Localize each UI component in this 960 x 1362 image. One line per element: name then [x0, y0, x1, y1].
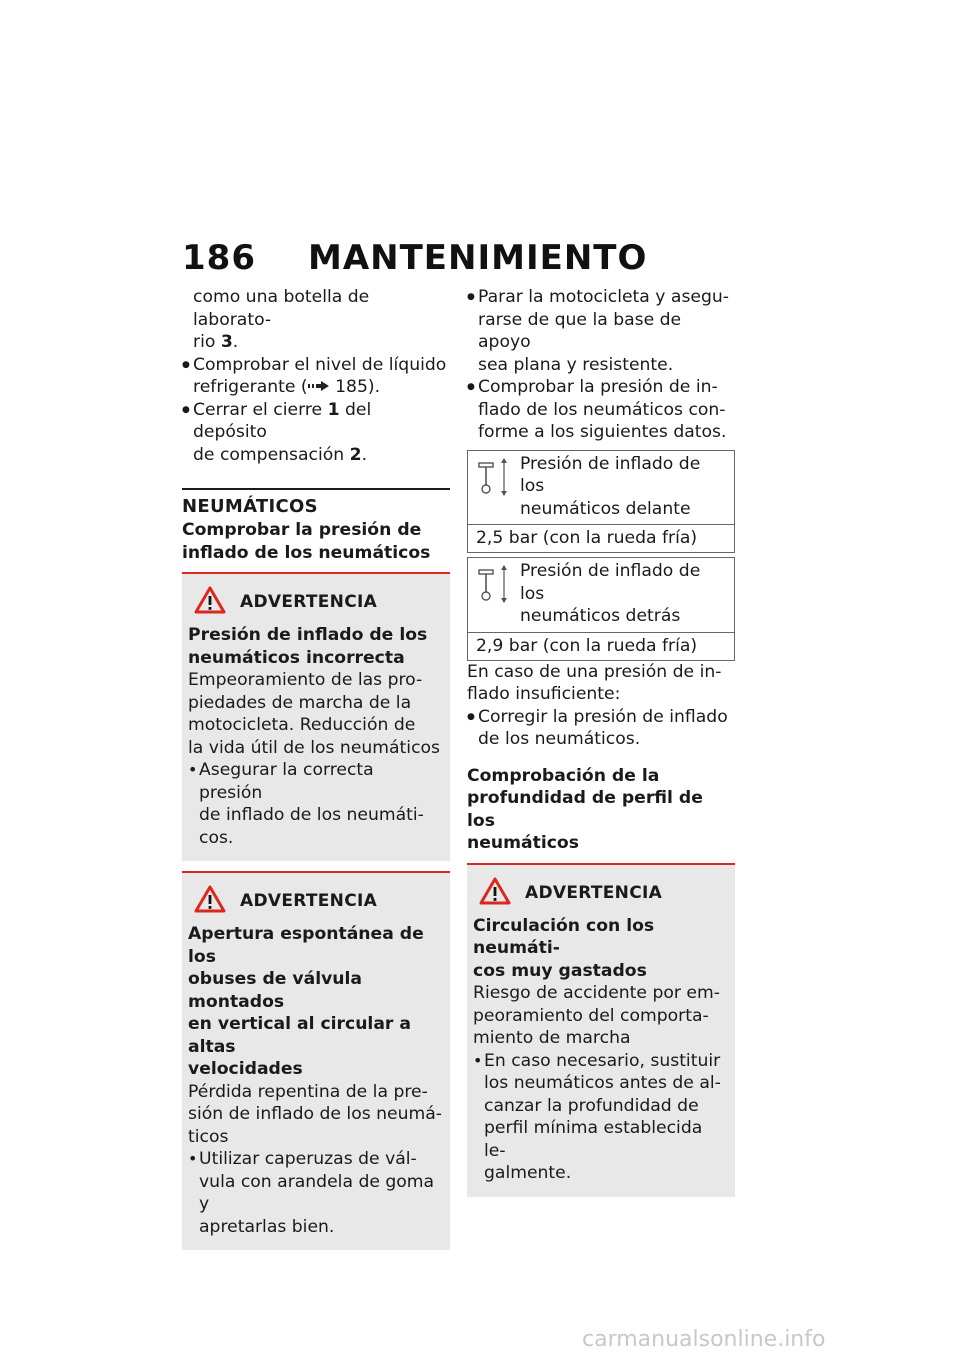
spec-label-line: neumáticos delante — [520, 498, 691, 519]
subhead-line: profundidad de perfil de los — [467, 788, 703, 831]
warning-head-line: neumáticos incorrecta — [188, 647, 405, 668]
warning-header — [473, 877, 727, 909]
list-item — [467, 706, 735, 751]
page-number: 186 — [182, 238, 256, 278]
warning-bullet-line: los neumáticos antes de al- — [484, 1073, 721, 1093]
warning-body-line: Empeoramiento de las pro- — [188, 670, 423, 690]
paragraph-line: En caso de una presión de in- — [467, 661, 722, 682]
page-header — [182, 238, 647, 278]
warning-title: ADVERTENCIA — [240, 592, 378, 612]
warning-title: ADVERTENCIA — [525, 882, 663, 903]
intro-line-1: como una botella de laborato- — [193, 287, 370, 330]
tire-pressure-icon — [474, 453, 520, 501]
subhead-line: inflado de los neumáticos — [182, 542, 431, 563]
warning-bullet-line: galmente. — [484, 1163, 572, 1183]
warning-body-line: ticos — [188, 1126, 229, 1147]
bullet-line: rarse de que la base de apoyo — [478, 309, 682, 352]
right-column — [467, 286, 735, 1197]
bullet2-pre2: de compensación — [193, 444, 350, 465]
warning-triangle-icon — [188, 885, 240, 917]
subhead-line: neumáticos — [467, 833, 579, 853]
list-item — [467, 376, 735, 444]
spec-label-line: Presión de inflado de los — [520, 561, 701, 604]
warning-box — [467, 863, 735, 1197]
bullet-line: sea plana y resistente. — [478, 354, 674, 375]
subhead-line: Comprobación de la — [467, 765, 660, 786]
ref-1: 1 — [327, 399, 340, 420]
spec-label-line: neumáticos detrás — [520, 606, 681, 626]
bullet2-line2 — [193, 444, 450, 467]
warning-bullet-line: cos. — [199, 827, 234, 848]
list-item — [473, 1050, 727, 1185]
ref-2: 2 — [349, 444, 362, 465]
warning-bullet-line: • Asegurar la correcta presión — [199, 760, 374, 803]
bullet-line: ● Parar la motocicleta y asegu- — [478, 287, 729, 307]
warning-body-line: Riesgo de accidente por em- — [473, 983, 720, 1003]
list-item — [188, 759, 442, 849]
arrow-reference-icon — [308, 377, 330, 397]
ref-page[interactable]: 185 — [335, 377, 368, 397]
warning-head-line: cos muy gastados — [473, 960, 647, 981]
warning-head-line: en vertical al circular a altas — [188, 1014, 411, 1057]
warning-box — [182, 572, 450, 861]
warning-bullet-line: • Utilizar caperuzas de vál- — [199, 1149, 417, 1169]
spec-value: 2,9 bar (con la rueda fría) — [476, 635, 698, 656]
warning-header — [188, 885, 442, 917]
bullet2-line1 — [193, 399, 450, 444]
warning-triangle-icon — [473, 877, 525, 909]
warning-bullet-line: apretarlas bien. — [199, 1216, 335, 1237]
spec-value: 2,5 bar (con la rueda fría) — [476, 528, 698, 548]
list-item — [182, 399, 450, 467]
warning-bullet-line: • En caso necesario, sustituir — [484, 1050, 721, 1071]
bullet2-pre: Cerrar el cierre — [193, 399, 328, 420]
ref-3: 3 — [220, 332, 233, 352]
watermark: carmanualsonline.info — [582, 1327, 826, 1352]
warning-head-line: Circulación con los neumáti- — [473, 915, 655, 958]
warning-bullet-line: canzar la profundidad de — [484, 1095, 699, 1116]
bullet-line: ● Comprobar la presión de in- — [478, 377, 718, 397]
bullet-line: flado de los neumáticos con- — [478, 399, 726, 420]
warning-triangle-icon — [188, 586, 240, 618]
bullet1-line1: ● Comprobar el nivel de líquido — [193, 354, 447, 375]
bullet1-pre: refrigerante ( — [193, 377, 308, 397]
warning-body-line: motocicleta. Reducción de — [188, 715, 416, 735]
warning-body-line: la vida útil de los neumáticos — [188, 737, 440, 758]
spec-front-pressure — [467, 450, 735, 554]
warning-title: ADVERTENCIA — [240, 891, 378, 911]
subheading — [467, 765, 735, 855]
spec-label — [520, 453, 728, 521]
spec-header — [468, 451, 734, 526]
bullet2-post: del depósito — [193, 399, 372, 442]
bullet-line: ● Corregir la presión de inflado — [478, 706, 728, 727]
warning-body-line: Pérdida repentina de la pre- — [188, 1081, 428, 1102]
intro-text: rio — [193, 332, 221, 352]
spec-header — [468, 558, 734, 633]
warning-head-line: obuses de válvula montados — [188, 969, 363, 1012]
warning-body-line: piedades de marcha de la — [188, 692, 412, 713]
page-title: MANTENIMIENTO — [307, 238, 648, 278]
warning-box — [182, 871, 450, 1250]
tire-pressure-icon — [474, 560, 520, 608]
bullet1-line2 — [193, 376, 450, 399]
spec-label-line: Presión de inflado de los — [520, 453, 701, 496]
list-item — [467, 286, 735, 376]
section-neumaticos — [182, 488, 450, 564]
bullet1-post: ). — [367, 377, 381, 397]
warning-head-line: Presión de inflado de los — [188, 625, 428, 645]
warning-head-line: velocidades — [188, 1059, 303, 1079]
section-title: NEUMÁTICOS — [182, 496, 318, 517]
intro-line-2 — [182, 331, 450, 354]
list-item — [182, 354, 450, 399]
subheading — [182, 519, 450, 564]
warning-body-line: sión de inflado de los neumá- — [188, 1104, 442, 1124]
warning-body-line: peoramiento del comporta- — [473, 1005, 709, 1026]
warning-header — [188, 586, 442, 618]
left-column — [182, 286, 450, 1250]
spec-label — [520, 560, 728, 628]
warning-bullet-line: vula con arandela de goma y — [199, 1171, 435, 1214]
spec-rear-pressure — [467, 557, 735, 661]
warning-bullet-line: de inflado de los neumáti- — [199, 805, 424, 825]
subhead-line: Comprobar la presión de — [182, 520, 422, 540]
warning-bullet-line: perfil mínima establecida le- — [484, 1118, 703, 1161]
bullet-line: forme a los siguientes datos. — [478, 422, 727, 442]
warning-head-line: Apertura espontánea de los — [188, 924, 424, 967]
bullet-line: de los neumáticos. — [478, 729, 641, 749]
warning-body-line: miento de marcha — [473, 1028, 631, 1048]
bullet2-post2: . — [361, 444, 368, 465]
intro-end: . — [232, 332, 239, 352]
list-item — [188, 1148, 442, 1238]
paragraph-line: flado insuficiente: — [467, 684, 621, 704]
